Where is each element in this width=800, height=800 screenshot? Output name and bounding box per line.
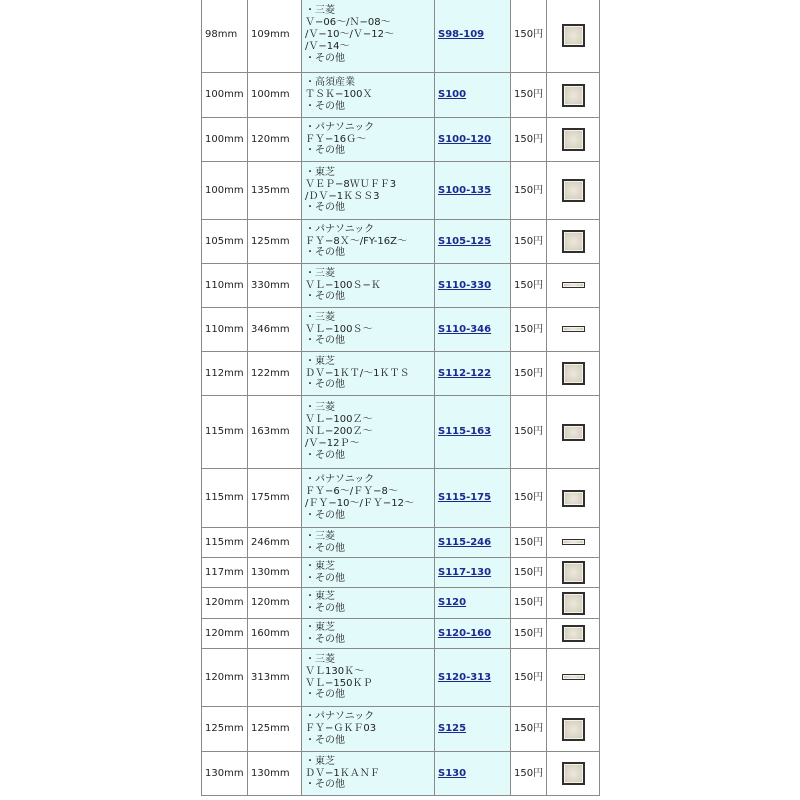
filter-thumbnail[interactable] — [562, 674, 585, 680]
model-line: /Ｖ−14〜 — [305, 40, 350, 52]
price-cell: 150円 — [511, 162, 547, 220]
height-cell: 346mm — [248, 308, 302, 352]
product-code-link[interactable]: S130 — [438, 767, 467, 779]
product-code-cell — [435, 588, 511, 619]
model-line: /ＤＶ−1ＫＳＳ3 — [305, 190, 380, 202]
product-code-link[interactable]: S105-125 — [438, 235, 492, 247]
model-line: ・その他 — [305, 689, 345, 701]
product-code-cell — [435, 558, 511, 588]
model-line: /Ｖ−12Ｐ〜 — [305, 437, 360, 449]
width-cell: 125mm — [202, 707, 248, 752]
model-line: ・その他 — [305, 734, 345, 746]
product-code-link[interactable]: S115-175 — [438, 492, 492, 504]
product-image-cell — [547, 528, 600, 558]
product-image-cell — [547, 264, 600, 308]
width-cell: 115mm — [202, 396, 248, 469]
price-cell: 150円 — [511, 558, 547, 588]
compatible-models-cell — [302, 619, 435, 649]
product-code-link[interactable]: S110-346 — [438, 323, 492, 335]
model-line: ・三菱 — [305, 653, 335, 665]
compatible-models-cell — [302, 469, 435, 528]
model-line: ・三菱 — [305, 267, 335, 279]
filter-size-table — [201, 0, 600, 796]
model-line: /Ｖ−10〜/Ｖ−12〜 — [305, 29, 394, 41]
table-row — [202, 162, 600, 220]
price-cell: 150円 — [511, 396, 547, 469]
model-line: ＤＶ−1ＫＡＮＦ — [305, 767, 380, 779]
filter-thumbnail[interactable] — [562, 128, 585, 151]
model-line: ＶＥＰ−8ＷＵＦＦ3 — [305, 178, 397, 190]
product-image-cell — [547, 469, 600, 528]
filter-thumbnail[interactable] — [562, 490, 585, 507]
table-row — [202, 220, 600, 264]
model-line: ・その他 — [305, 449, 345, 461]
product-code-cell — [435, 752, 511, 796]
width-cell: 105mm — [202, 220, 248, 264]
product-code-cell — [435, 619, 511, 649]
product-code-cell — [435, 118, 511, 162]
filter-thumbnail[interactable] — [562, 282, 585, 288]
price-cell: 150円 — [511, 619, 547, 649]
product-code-cell — [435, 220, 511, 264]
compatible-models-cell — [302, 308, 435, 352]
price-cell: 150円 — [511, 264, 547, 308]
product-image-cell — [547, 73, 600, 118]
product-image-cell — [547, 649, 600, 707]
table-body — [202, 0, 600, 796]
product-image-cell — [547, 118, 600, 162]
height-cell: 163mm — [248, 396, 302, 469]
model-line: ＴＳＫ−100Ｘ — [305, 89, 373, 101]
filter-thumbnail[interactable] — [562, 230, 585, 253]
model-line: ＶＬ−100Ｓ−Ｋ — [305, 279, 381, 291]
model-line: ・その他 — [305, 633, 345, 645]
model-line: ・その他 — [305, 202, 345, 214]
width-cell: 110mm — [202, 264, 248, 308]
product-code-cell — [435, 528, 511, 558]
width-cell: 98mm — [202, 0, 248, 73]
compatible-models-cell — [302, 220, 435, 264]
height-cell: 125mm — [248, 707, 302, 752]
compatible-models-cell — [302, 649, 435, 707]
model-line: ＦＹ−8Ｘ〜/FY-16Z〜 — [305, 235, 407, 247]
table-row — [202, 558, 600, 588]
product-image-cell — [547, 752, 600, 796]
product-code-link[interactable]: S112-122 — [438, 367, 492, 379]
product-code-link[interactable]: S110-330 — [438, 279, 492, 291]
product-image-cell — [547, 308, 600, 352]
model-line: ・東芝 — [305, 166, 335, 178]
filter-thumbnail[interactable] — [562, 326, 585, 332]
model-line: ＦＹ−ＧＫＦ03 — [305, 723, 377, 735]
model-line: ・パナソニック — [305, 223, 375, 235]
compatible-models-cell — [302, 588, 435, 619]
filter-thumbnail[interactable] — [562, 424, 585, 441]
model-line: ・その他 — [305, 247, 345, 259]
model-line: ・その他 — [305, 145, 345, 157]
model-line: ・三菱 — [305, 311, 335, 323]
model-line: ・パナソニック — [305, 121, 375, 133]
product-code-link[interactable]: S115-246 — [438, 536, 492, 548]
width-cell: 117mm — [202, 558, 248, 588]
model-line: ・三菱 — [305, 402, 335, 414]
model-line: ・東芝 — [305, 591, 335, 603]
width-cell: 130mm — [202, 752, 248, 796]
price-cell: 150円 — [511, 118, 547, 162]
table-row — [202, 528, 600, 558]
table-row — [202, 707, 600, 752]
price-cell: 150円 — [511, 752, 547, 796]
model-line: ・その他 — [305, 335, 345, 347]
model-line: ＮＬ−200Ｚ〜 — [305, 426, 373, 438]
price-cell: 150円 — [511, 528, 547, 558]
height-cell: 109mm — [248, 0, 302, 73]
width-cell: 112mm — [202, 352, 248, 396]
product-image-cell — [547, 162, 600, 220]
product-image-cell — [547, 396, 600, 469]
product-code-link[interactable]: S115-163 — [438, 426, 492, 438]
table-row — [202, 649, 600, 707]
compatible-models-cell — [302, 528, 435, 558]
model-line: ・パナソニック — [305, 711, 375, 723]
product-code-link[interactable]: S120 — [438, 597, 467, 609]
height-cell: 130mm — [248, 558, 302, 588]
model-line: ・その他 — [305, 509, 345, 521]
product-code-link[interactable]: S120-313 — [438, 671, 492, 683]
model-line: ・その他 — [305, 603, 345, 614]
product-image-cell — [547, 558, 600, 588]
price-cell: 150円 — [511, 469, 547, 528]
compatible-models-cell — [302, 752, 435, 796]
filter-thumbnail[interactable] — [562, 625, 585, 642]
product-code-cell — [435, 707, 511, 752]
height-cell: 125mm — [248, 220, 302, 264]
height-cell: 100mm — [248, 73, 302, 118]
product-code-link[interactable]: S100-120 — [438, 133, 492, 145]
filter-thumbnail[interactable] — [562, 561, 585, 584]
filter-thumbnail[interactable] — [562, 84, 585, 107]
price-cell: 150円 — [511, 649, 547, 707]
compatible-models-cell — [302, 352, 435, 396]
model-line: ・三菱 — [305, 5, 335, 17]
model-line: ＶＬ−100Ｓ〜 — [305, 323, 373, 335]
table-row — [202, 118, 600, 162]
height-cell: 122mm — [248, 352, 302, 396]
product-code-cell — [435, 264, 511, 308]
model-line: ・その他 — [305, 52, 345, 64]
table-row — [202, 752, 600, 796]
compatible-models-cell — [302, 73, 435, 118]
model-line: ・その他 — [305, 291, 345, 303]
table-row — [202, 308, 600, 352]
model-line: ＶＬ−100Ｚ〜 — [305, 414, 373, 426]
product-code-link[interactable]: S117-130 — [438, 566, 492, 578]
product-code-link[interactable]: S125 — [438, 723, 467, 735]
table-row — [202, 588, 600, 619]
width-cell: 115mm — [202, 528, 248, 558]
model-line: ・パナソニック — [305, 474, 375, 486]
product-code-cell — [435, 352, 511, 396]
model-line: ・その他 — [305, 779, 345, 791]
height-cell: 135mm — [248, 162, 302, 220]
product-image-cell — [547, 352, 600, 396]
price-cell: 150円 — [511, 588, 547, 619]
table-row — [202, 264, 600, 308]
compatible-models-cell — [302, 118, 435, 162]
width-cell: 100mm — [202, 73, 248, 118]
compatible-models-cell — [302, 707, 435, 752]
compatible-models-cell — [302, 396, 435, 469]
product-code-cell — [435, 308, 511, 352]
model-line: ・三菱 — [305, 530, 335, 542]
table-row — [202, 396, 600, 469]
model-line: ・東芝 — [305, 621, 335, 633]
product-code-cell — [435, 0, 511, 73]
height-cell: 160mm — [248, 619, 302, 649]
height-cell: 120mm — [248, 118, 302, 162]
model-line: ＦＹ−16Ｇ〜 — [305, 133, 367, 145]
width-cell: 120mm — [202, 619, 248, 649]
price-cell: 150円 — [511, 0, 547, 73]
model-line: ＤＶ−1ＫＴ/〜1ＫＴＳ — [305, 367, 410, 379]
product-code-cell — [435, 469, 511, 528]
height-cell: 330mm — [248, 264, 302, 308]
height-cell: 130mm — [248, 752, 302, 796]
compatible-models-cell — [302, 0, 435, 73]
product-code-cell — [435, 396, 511, 469]
model-line: ・その他 — [305, 100, 345, 112]
table-row — [202, 469, 600, 528]
filter-thumbnail[interactable] — [562, 592, 585, 615]
product-image-cell — [547, 588, 600, 619]
price-cell: 150円 — [511, 73, 547, 118]
compatible-models-cell — [302, 558, 435, 588]
filter-thumbnail[interactable] — [562, 762, 585, 785]
model-line: ・その他 — [305, 542, 345, 554]
height-cell: 175mm — [248, 469, 302, 528]
model-line: ・高須産業 — [305, 77, 355, 89]
product-code-cell — [435, 649, 511, 707]
product-code-link[interactable]: S120-160 — [438, 627, 492, 639]
price-cell: 150円 — [511, 308, 547, 352]
width-cell: 115mm — [202, 469, 248, 528]
product-code-link[interactable]: S100 — [438, 89, 467, 101]
filter-thumbnail[interactable] — [562, 718, 585, 741]
table-row — [202, 352, 600, 396]
filter-thumbnail[interactable] — [562, 179, 585, 202]
table-row — [202, 0, 600, 73]
product-image-cell — [547, 220, 600, 264]
model-line: ・東芝 — [305, 560, 335, 572]
model-line: ＶＬ−150ＫＰ — [305, 677, 373, 689]
model-line: ・東芝 — [305, 755, 335, 767]
product-code-cell — [435, 73, 511, 118]
price-cell: 150円 — [511, 220, 547, 264]
model-line: ・その他 — [305, 572, 345, 584]
width-cell: 110mm — [202, 308, 248, 352]
height-cell: 313mm — [248, 649, 302, 707]
height-cell: 120mm — [248, 588, 302, 619]
filter-thumbnail[interactable] — [562, 24, 585, 47]
product-image-cell — [547, 619, 600, 649]
model-line: Ｖ−06〜/Ｎ−08〜 — [305, 17, 391, 29]
product-code-link[interactable]: S98-109 — [438, 29, 485, 41]
height-cell: 246mm — [248, 528, 302, 558]
model-line: ・その他 — [305, 379, 345, 391]
compatible-models-cell — [302, 162, 435, 220]
width-cell: 100mm — [202, 162, 248, 220]
product-code-cell — [435, 162, 511, 220]
price-cell: 150円 — [511, 352, 547, 396]
table-row — [202, 619, 600, 649]
compatible-models-cell — [302, 264, 435, 308]
table-row — [202, 73, 600, 118]
product-image-cell — [547, 707, 600, 752]
model-line: /ＦＹ−10〜/ＦＹ−12〜 — [305, 498, 414, 509]
model-line: ・東芝 — [305, 355, 335, 367]
filter-thumbnail[interactable] — [562, 539, 585, 545]
product-code-link[interactable]: S100-135 — [438, 184, 492, 196]
width-cell: 120mm — [202, 649, 248, 707]
filter-thumbnail[interactable] — [562, 362, 585, 385]
product-image-cell — [547, 0, 600, 73]
model-line: ＦＹ−6〜/ＦＹ−8〜 — [305, 486, 398, 498]
price-cell: 150円 — [511, 707, 547, 752]
model-line: ＶＬ130Ｋ〜 — [305, 665, 365, 677]
width-cell: 120mm — [202, 588, 248, 619]
width-cell: 100mm — [202, 118, 248, 162]
